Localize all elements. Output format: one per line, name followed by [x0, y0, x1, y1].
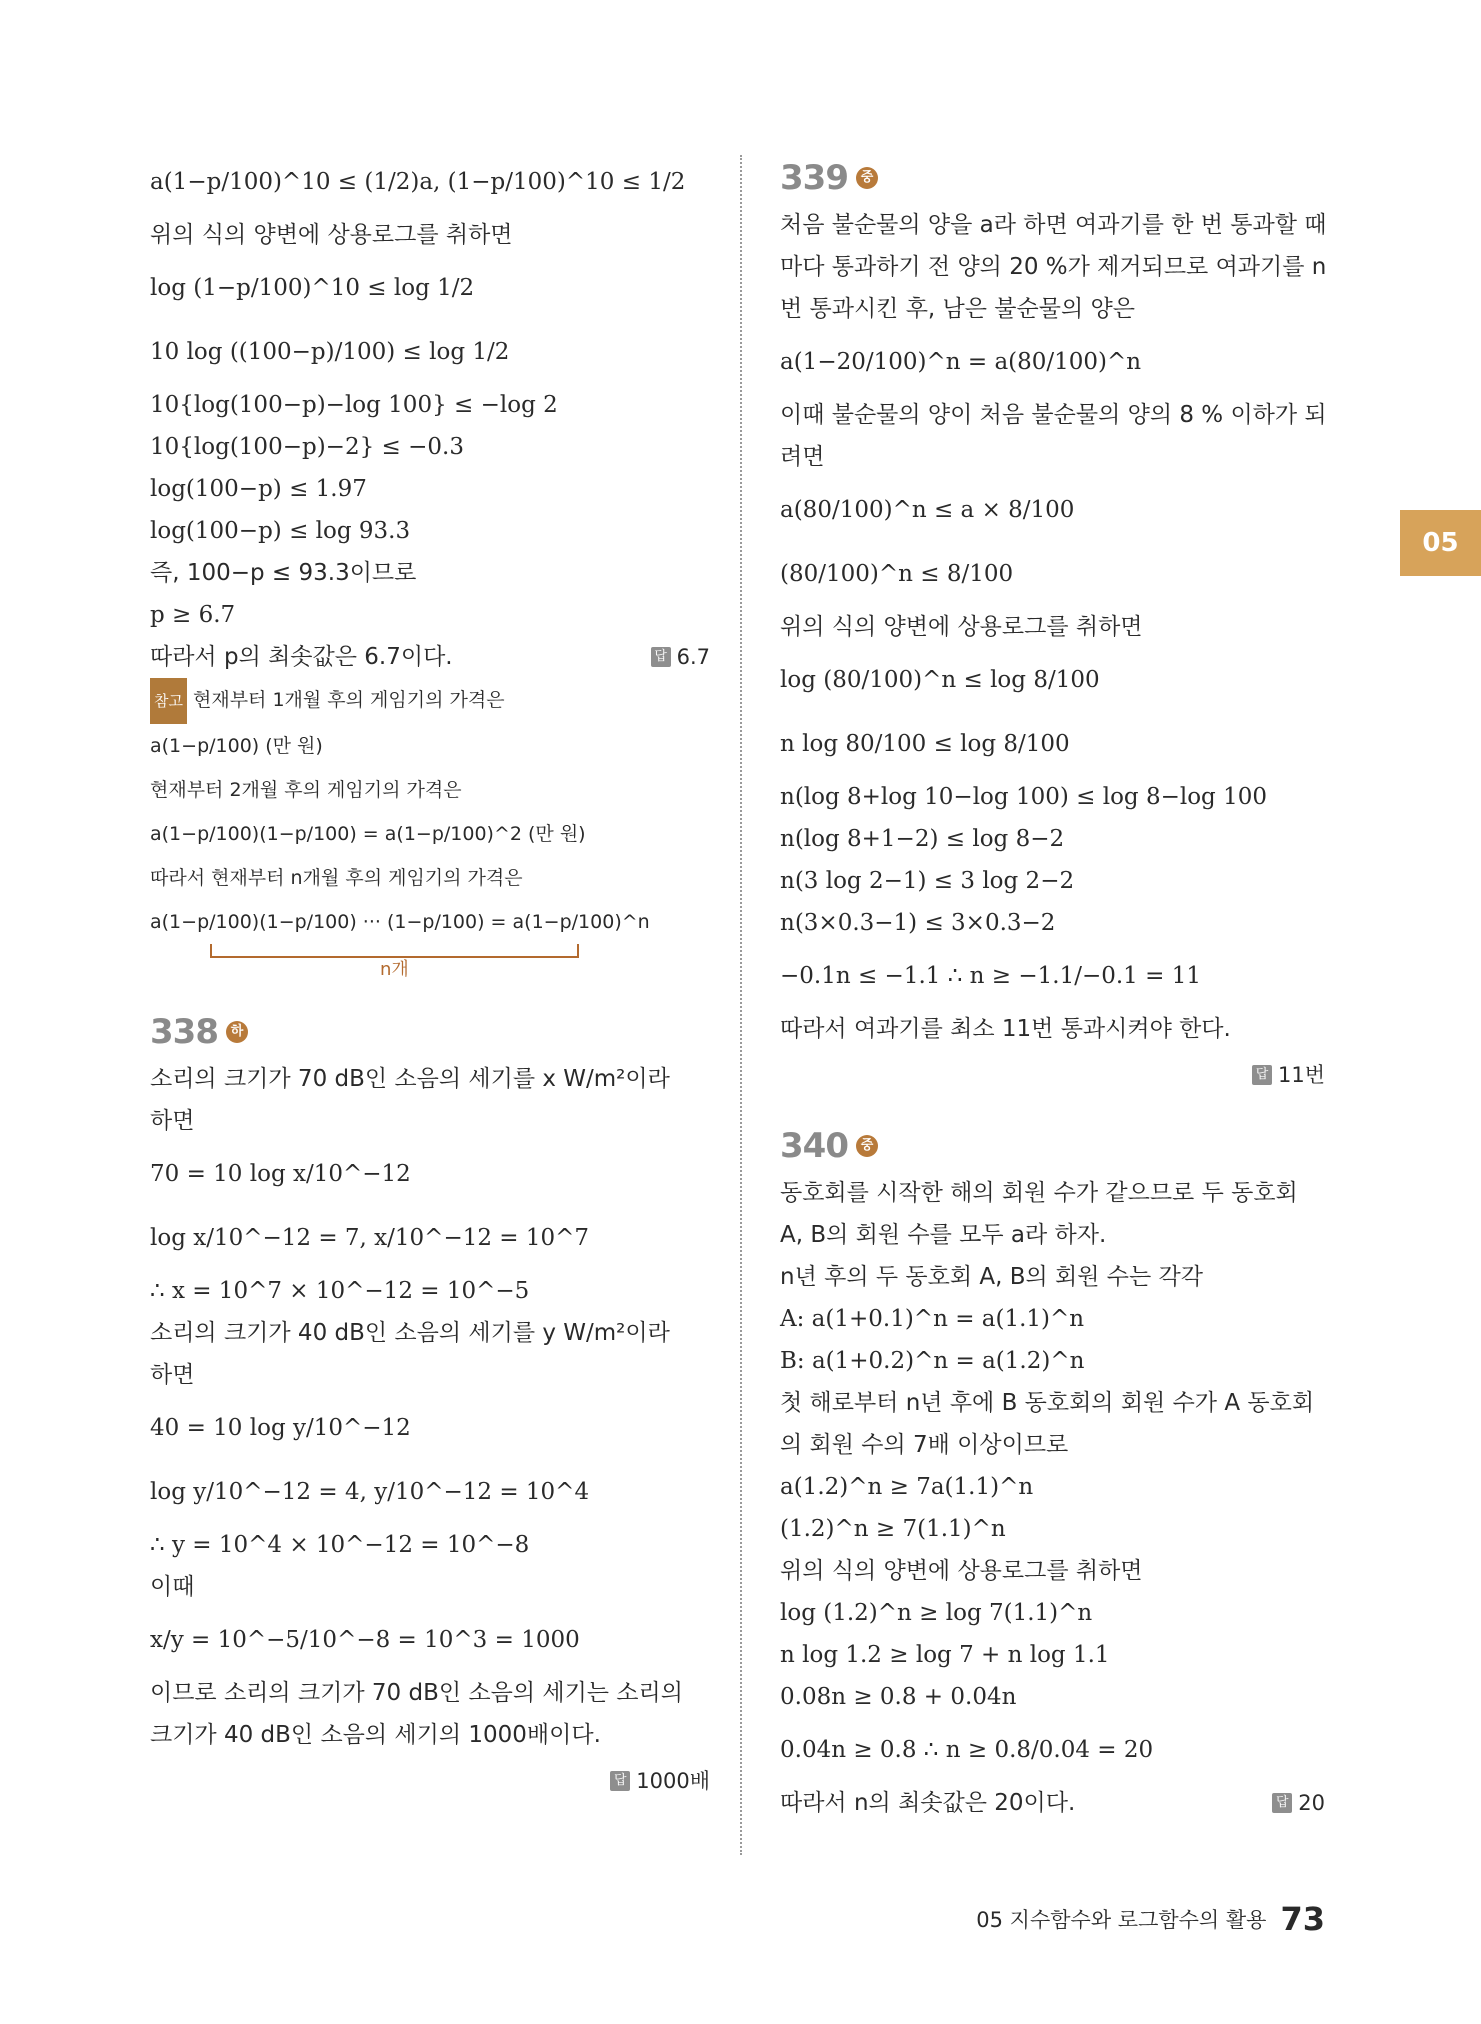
eq-line: ∴ y = 10^4 × 10^−12 = 10^−8: [150, 1532, 530, 1558]
eq-line: n(3 log 2−1) ≤ 3 log 2−2: [780, 868, 1075, 894]
difficulty-badge: 중: [856, 1135, 878, 1157]
eq-line: a(1−p/100)^10 ≤ (1/2)a, (1−p/100)^10 ≤ 1/2: [150, 169, 686, 195]
answer-mark: [1272, 1782, 1325, 1824]
eq-line: a(1−20/100)^n = a(80/100)^n: [780, 349, 1142, 375]
eq-line: (1.2)^n ≥ 7(1.1)^n: [780, 1516, 1006, 1542]
eq-line: n(log 8+1−2) ≤ log 8−2: [780, 826, 1065, 852]
eq-line: n(3×0.3−1) ≤ 3×0.3−2: [780, 910, 1056, 936]
eq-line: n log 80/100 ≤ log 8/100: [780, 731, 1070, 757]
eq-line: ∴ x = 10^7 × 10^−12 = 10^−5: [150, 1278, 530, 1304]
problem-header-338: [150, 1012, 710, 1052]
eq-line: −0.1n ≤ −1.1 ∴ n ≥ −1.1/−0.1 = 11: [780, 963, 1201, 989]
note-line: a(1−p/100)(1−p/100) = a(1−p/100)^2 (만 원): [150, 823, 586, 845]
eq-line: 40 = 10 log y/10^−12: [150, 1415, 411, 1441]
eq-line: log x/10^−12 = 7, x/10^−12 = 10^7: [150, 1225, 590, 1251]
text-line: 의 회원 수의 7배 이상이므로: [780, 1432, 1069, 1458]
eq-line: 10{log(100−p)−log 100} ≤ −log 2: [150, 392, 558, 418]
text-line: 크기가 40 dB인 소음의 세기의 1000배이다.: [150, 1722, 601, 1748]
right-column: [780, 150, 1325, 1824]
page-footer: [976, 1900, 1325, 1938]
chapter-title: 05 지수함수와 로그함수의 활용: [976, 1908, 1267, 1932]
note-badge: 참고: [150, 678, 187, 724]
text-line: 따라서 여과기를 최소 11번 통과시켜야 한다.: [780, 1016, 1231, 1042]
eq-line: log(100−p) ≤ log 93.3: [150, 518, 411, 544]
note-line: a(1−p/100) (만 원): [150, 735, 323, 757]
problem-header-339: [780, 158, 1325, 198]
eq-line: 70 = 10 log x/10^−12: [150, 1161, 411, 1187]
eq-line: A: a(1+0.1)^n = a(1.1)^n: [780, 1306, 1085, 1332]
note-line: 현재부터 2개월 후의 게임기의 가격은: [150, 779, 462, 801]
column-divider: [740, 155, 742, 1855]
text-line: 이때: [150, 1574, 195, 1600]
conclusion-row: [150, 636, 710, 678]
text-line: 첫 해로부터 n년 후에 B 동호회의 회원 수가 A 동호회: [780, 1390, 1315, 1416]
problem-number: 338: [150, 1012, 218, 1052]
eq-line: 10 log ((100−p)/100) ≤ log 1/2: [150, 339, 510, 365]
eq-line: 10{log(100−p)−2} ≤ −0.3: [150, 434, 464, 460]
text-line: 위의 식의 양변에 상용로그를 취하면: [150, 222, 513, 248]
underbrace: [210, 944, 579, 958]
answer-value: 11번: [1277, 1063, 1325, 1087]
difficulty-badge: 중: [856, 167, 878, 189]
eq-line: log (1−p/100)^10 ≤ log 1/2: [150, 275, 475, 301]
eq-line: n log 1.2 ≥ log 7 + n log 1.1: [780, 1642, 1110, 1668]
note-line: 따라서 현재부터 n개월 후의 게임기의 가격은: [150, 867, 523, 889]
text-line: 번 통과시킨 후, 남은 불순물의 양은: [780, 296, 1135, 322]
text-line: 위의 식의 양변에 상용로그를 취하면: [780, 614, 1143, 640]
eq-line: log(100−p) ≤ 1.97: [150, 476, 367, 502]
eq-line: p ≥ 6.7: [150, 602, 236, 628]
eq-line: x/y = 10^−5/10^−8 = 10^3 = 1000: [150, 1627, 580, 1653]
conclusion-text: 따라서 n의 최솟값은 20이다.: [780, 1790, 1076, 1816]
conclusion-text: 따라서 p의 최솟값은 6.7이다.: [150, 644, 453, 670]
answer-value: 6.7: [676, 645, 710, 669]
text-line: 소리의 크기가 70 dB인 소음의 세기를 x W/m²이라: [150, 1066, 670, 1092]
answer-mark: [651, 636, 710, 678]
text-line: 하면: [150, 1362, 195, 1388]
conclusion-row: [780, 1782, 1325, 1824]
page-number: 73: [1280, 1900, 1325, 1938]
problem-number: 339: [780, 158, 848, 198]
text-line: A, B의 회원 수를 모두 a라 하자.: [780, 1222, 1107, 1248]
eq-line: (80/100)^n ≤ 8/100: [780, 561, 1014, 587]
brace-label: n개: [380, 959, 409, 980]
answer-row: [150, 1756, 710, 1802]
chapter-tab: 05: [1400, 510, 1481, 576]
eq-line: n(log 8+log 10−log 100) ≤ log 8−log 100: [780, 784, 1267, 810]
answer-value: 20: [1298, 1791, 1325, 1815]
problem-header-340: [780, 1126, 1325, 1166]
eq-line: a(1.2)^n ≥ 7a(1.1)^n: [780, 1474, 1034, 1500]
answer-mark: [610, 1760, 710, 1802]
answer-row: [780, 1050, 1325, 1096]
eq-line: a(80/100)^n ≤ a × 8/100: [780, 497, 1075, 523]
answer-icon: 답: [1272, 1793, 1292, 1813]
eq-line: 0.08n ≥ 0.8 + 0.04n: [780, 1684, 1017, 1710]
text-line: 소리의 크기가 40 dB인 소음의 세기를 y W/m²이라: [150, 1320, 670, 1346]
answer-icon: 답: [651, 647, 671, 667]
note-line: a(1−p/100)(1−p/100) ··· (1−p/100) = a(1−p/100)^n: [150, 911, 650, 933]
note-line: [150, 678, 710, 724]
text-line: 마다 통과하기 전 양의 20 %가 제거되므로 여과기를 n: [780, 254, 1327, 280]
text-line: 처음 불순물의 양을 a라 하면 여과기를 한 번 통과할 때: [780, 212, 1327, 238]
note-box: [150, 678, 710, 982]
text-line: n년 후의 두 동호회 A, B의 회원 수는 각각: [780, 1264, 1203, 1290]
answer-mark: [1252, 1054, 1325, 1096]
eq-line: log (1.2)^n ≥ log 7(1.1)^n: [780, 1600, 1093, 1626]
eq-line: B: a(1+0.2)^n = a(1.2)^n: [780, 1348, 1085, 1374]
text-line: 즉, 100−p ≤ 93.3이므로: [150, 560, 417, 586]
answer-value: 1000배: [636, 1769, 710, 1793]
eq-line: log y/10^−12 = 4, y/10^−12 = 10^4: [150, 1479, 590, 1505]
eq-line: 0.04n ≥ 0.8 ∴ n ≥ 0.8/0.04 = 20: [780, 1737, 1154, 1763]
text-line: 하면: [150, 1108, 195, 1134]
answer-icon: 답: [1252, 1065, 1272, 1085]
answer-icon: 답: [610, 1771, 630, 1791]
eq-line: log (80/100)^n ≤ log 8/100: [780, 667, 1100, 693]
text-line: 이때 불순물의 양이 처음 불순물의 양의 8 % 이하가 되: [780, 402, 1327, 428]
left-column: [150, 150, 710, 1802]
text-line: 이므로 소리의 크기가 70 dB인 소음의 세기는 소리의: [150, 1680, 683, 1706]
note-text: 현재부터 1개월 후의 게임기의 가격은: [192, 689, 505, 711]
text-line: 려면: [780, 444, 825, 470]
difficulty-badge: 하: [226, 1021, 248, 1043]
text-line: 위의 식의 양변에 상용로그를 취하면: [780, 1558, 1143, 1584]
text-line: 동호회를 시작한 해의 회원 수가 같으므로 두 동호회: [780, 1180, 1298, 1206]
problem-number: 340: [780, 1126, 848, 1166]
